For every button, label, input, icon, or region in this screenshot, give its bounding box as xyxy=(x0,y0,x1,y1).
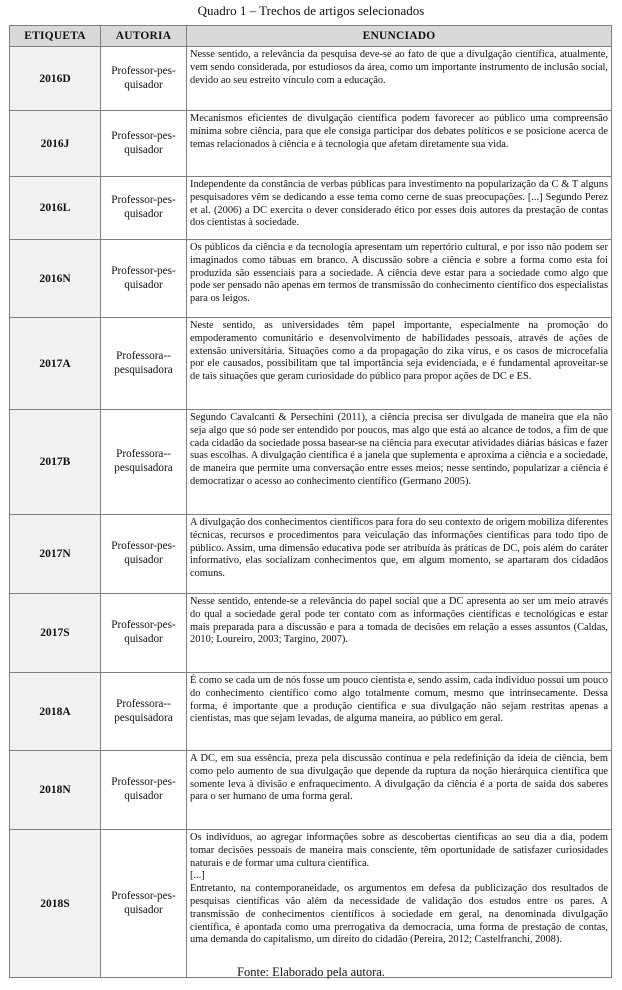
row-etiqueta: 2017S xyxy=(10,594,101,673)
enunciado-paragraph: Mecanismos eficientes de divulgação científica podem favorecer ao público uma compreensão mínima sobre ciência, para que ele consiga participar dos debates políticos e se posicione acerca de temas relacionados à ciência e à tecnologia que afetam diretamente sua vida. xyxy=(190,113,608,150)
row-etiqueta: 2016N xyxy=(10,240,101,318)
header-autoria: AUTORIA xyxy=(101,26,187,47)
row-autoria: Professor-pes-quisador xyxy=(101,751,187,830)
enunciado-paragraph: Nesse sentido, a relevância da pesquisa deve-se ao fato de que a divulgação científica, atualmente, vem sendo considerada, por estudiosos da área, como um importante instrumento de inclusão social, devido ao seu estreito vínculo com a educação. xyxy=(190,49,608,86)
enunciado-paragraph: Os públicos da ciência e da tecnologia apresentam um repertório cultural, e por isso não podem ser imaginados como tábuas em branco. A discussão sobre a ciência e sobre a forma como esta foi produzida são essenciais para a sociedade. A ciência deve estar para a sociedade como algo que pode ser pensado não apenas em termos de transmissão do conhecimento científico dos especialistas para os leigos. xyxy=(190,242,608,305)
table-row xyxy=(10,410,612,515)
enunciado-paragraph: A divulgação dos conhecimentos científicos para fora do seu contexto de origem mobiliza diferentes técnicas, recursos e procedimentos para veiculação das informações científicas para todo tipo de público. Assim, uma dimensão educativa pode ser atribuída às práticas de DC, pois além do caráter informativo, elas socializam conhecimentos que, em algum momento, se apartaram dos cidadãos comuns. xyxy=(190,517,608,580)
row-autoria: Professora--pesquisadora xyxy=(101,673,187,751)
table-row xyxy=(10,594,612,673)
row-etiqueta: 2018S xyxy=(10,830,101,978)
table-caption: Quadro 1 – Trechos de artigos selecionados xyxy=(197,3,425,18)
row-etiqueta: 2018A xyxy=(10,673,101,751)
enunciado-paragraph: Independente da constância de verbas públicas para investimento na popularização da C & T alguns pesquisadores vêm se dedicando a esse tema como cerne de suas preocupações. [...] Segundo Perez et al. (2006) a DC exercita o dever considerado ético por esses dois autores da prestação de contas dos cientistas à sociedade. xyxy=(190,179,608,229)
enunciado-paragraph: Neste sentido, as universidades têm papel importante, especialmente na promoção do empoderamento comunitário e desenvolvimento de habilidades pessoais, através de ações de extensão universitária. Situações como a da propagação do zika vírus, e os casos de microcefalia por ele causados, possibilitam que tal importância seja evidenciada, e é fundamental aproveitar-se de tais situações que geram curiosidade do público para propor ações de DC e ES. xyxy=(190,320,608,383)
table-row xyxy=(10,177,612,240)
row-enunciado xyxy=(187,515,612,594)
row-autoria: Professora--pesquisadora xyxy=(101,410,187,515)
row-enunciado xyxy=(187,830,612,978)
enunciado-paragraph: É como se cada um de nós fosse um pouco cientista e, sendo assim, cada indivíduo possui um pouco do conhecimento científico como algo totalmente comum, mesmo que intrinsecamente. Dessa forma, é importante que a produção científica e sua divulgação não sejam restritas apenas a cientistas, mas que sejam levadas, de alguma maneira, ao público em geral. xyxy=(190,675,608,725)
row-etiqueta: 2017B xyxy=(10,410,101,515)
row-enunciado xyxy=(187,410,612,515)
row-autoria: Professor-pes-quisador xyxy=(101,47,187,111)
row-etiqueta: 2016L xyxy=(10,177,101,240)
row-etiqueta: 2016J xyxy=(10,111,101,177)
row-autoria: Professora--pesquisadora xyxy=(101,318,187,410)
table-row xyxy=(10,318,612,410)
table-row xyxy=(10,751,612,830)
table-row xyxy=(10,515,612,594)
enunciado-paragraph: A DC, em sua essência, preza pela discussão contínua e pela redefinição da ideia de ciência, bem como pelo aumento de sua divulgação que depende da ruptura da noção hierárquica científica que somente leva à divisão e enfraquecimento. A divulgação da ciência é a porta de saída dos saberes para o ser humano de uma forma geral. xyxy=(190,753,608,803)
enunciado-paragraph: Entretanto, na contemporaneidade, os argumentos em defesa da publicização dos resultados de pesquisas científicas vão além da necessidade de validação dos estudos entre os pares. A transmissão de conhecimentos científicos à sociedade em geral, na denominada divulgação científica, é apontada como uma prerrogativa da democracia, uma forma de prestação de contas, uma demanda do capitalismo, um direito do cidadão (Pereira, 2012; Castelfranchi, 2008). xyxy=(190,883,608,946)
row-autoria: Professor-pes-quisador xyxy=(101,111,187,177)
row-autoria: Professor-pes-quisador xyxy=(101,240,187,318)
table-row xyxy=(10,47,612,111)
table-row xyxy=(10,830,612,978)
table-row xyxy=(10,111,612,177)
header-etiqueta: ETIQUETA xyxy=(10,26,101,47)
row-enunciado xyxy=(187,318,612,410)
row-etiqueta: 2016D xyxy=(10,47,101,111)
row-enunciado xyxy=(187,111,612,177)
excerpts-table xyxy=(9,25,612,978)
row-etiqueta: 2017N xyxy=(10,515,101,594)
table-row xyxy=(10,240,612,318)
row-autoria: Professor-pes-quisador xyxy=(101,830,187,978)
enunciado-paragraph: Nesse sentido, entende-se a relevância do papel social que a DC apresenta ao ser um meio através do qual a sociedade geral pode ter contato com as informações científicas e tecnológicas e estar mais preparada para a discussão e para a tomada de decisões em relação a esses assuntos (Caldas, 2010; Loureiro, 2003; Targino, 2007). xyxy=(190,596,608,646)
table-row xyxy=(10,673,612,751)
row-enunciado xyxy=(187,594,612,673)
row-enunciado xyxy=(187,47,612,111)
row-enunciado xyxy=(187,673,612,751)
enunciado-paragraph: Segundo Cavalcanti & Persechini (2011), a ciência precisa ser divulgada de maneira que ela não seja algo que só pode ser entendido por poucos, mas algo que está ao alcance de todos, a fim de que cada cidadão da sociedade possa basear-se na ciência para executar atividades diárias básicas e fazer suas escolhas. A divulgação científica é a janela que suplementa e aproxima a ciência e a sociedade, de maneira que permite uma conversação entre esses meios; nesse sentindo, popularizar a ciência é democratizar o acesso ao conhecimento científico (Germano 2005). xyxy=(190,412,608,487)
row-enunciado xyxy=(187,240,612,318)
row-etiqueta: 2017A xyxy=(10,318,101,410)
table-header-row xyxy=(10,26,612,47)
row-enunciado xyxy=(187,751,612,830)
header-enunciado: ENUNCIADO xyxy=(187,26,612,47)
row-autoria: Professor-pes-quisador xyxy=(101,177,187,240)
row-etiqueta: 2018N xyxy=(10,751,101,830)
row-enunciado xyxy=(187,177,612,240)
row-autoria: Professor-pes-quisador xyxy=(101,594,187,673)
row-autoria: Professor-pes-quisador xyxy=(101,515,187,594)
enunciado-ellipsis: [...] xyxy=(190,870,205,882)
table-source: Fonte: Elaborado pela autora. xyxy=(237,965,385,979)
enunciado-paragraph: Os indivíduos, ao agregar informações sobre as descobertas científicas ao seu dia a dia, podem tomar decisões pessoais de maneira mais consciente, têm oportunidade de satisfazer curiosidades naturais e de formar uma cultura científica. xyxy=(190,832,608,869)
